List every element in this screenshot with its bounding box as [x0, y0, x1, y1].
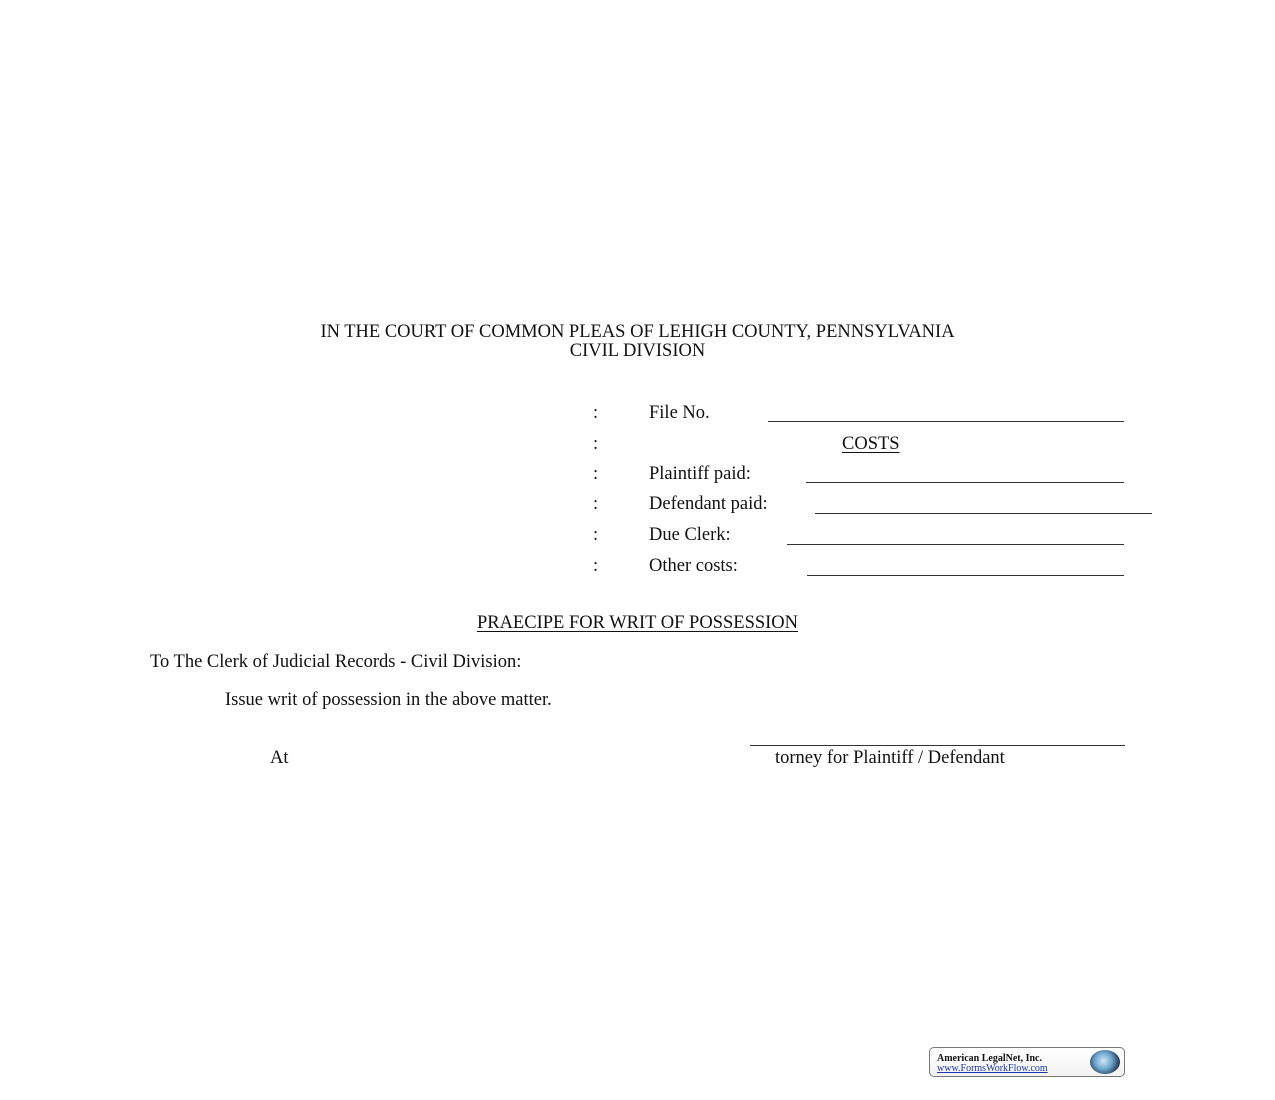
- plaintiff-paid-label: Plaintiff paid:: [649, 464, 751, 484]
- document-title: PRAECIPE FOR WRIT OF POSSESSION: [476, 613, 799, 633]
- colon: :: [593, 434, 599, 454]
- salutation: To The Clerk of Judicial Records - Civil Division:: [150, 652, 522, 672]
- signature-line[interactable]: [750, 745, 1125, 746]
- logo-company: American LegalNet, Inc.: [937, 1053, 1042, 1064]
- defendant-paid-label: Defendant paid:: [649, 494, 768, 514]
- colon: :: [593, 494, 599, 514]
- colon: :: [593, 556, 599, 576]
- logo-website-link[interactable]: www.FormsWorkFlow.com: [937, 1063, 1048, 1074]
- court-heading: IN THE COURT OF COMMON PLEAS OF LEHIGH COUNTY, PENNSYLVANIA: [320, 322, 955, 342]
- other-costs-blank[interactable]: [807, 575, 1124, 576]
- costs-heading: COSTS: [842, 434, 900, 454]
- plaintiff-paid-blank[interactable]: [806, 482, 1124, 483]
- colon: :: [593, 525, 599, 545]
- signature-left-text: At: [270, 748, 289, 768]
- colon: :: [593, 403, 599, 423]
- due-clerk-blank[interactable]: [787, 544, 1124, 545]
- division-heading: CIVIL DIVISION: [569, 341, 706, 361]
- colon: :: [593, 464, 599, 484]
- due-clerk-label: Due Clerk:: [649, 525, 731, 545]
- american-legalnet-logo[interactable]: [929, 1047, 1125, 1077]
- other-costs-label: Other costs:: [649, 556, 738, 576]
- signature-label: torney for Plaintiff / Defendant: [775, 748, 1005, 768]
- instruction: Issue writ of possession in the above matter.: [225, 690, 552, 710]
- globe-icon: [1090, 1050, 1120, 1074]
- file-no-blank[interactable]: [768, 421, 1124, 422]
- defendant-paid-blank[interactable]: [815, 513, 1152, 514]
- file-no-label: File No.: [649, 403, 710, 423]
